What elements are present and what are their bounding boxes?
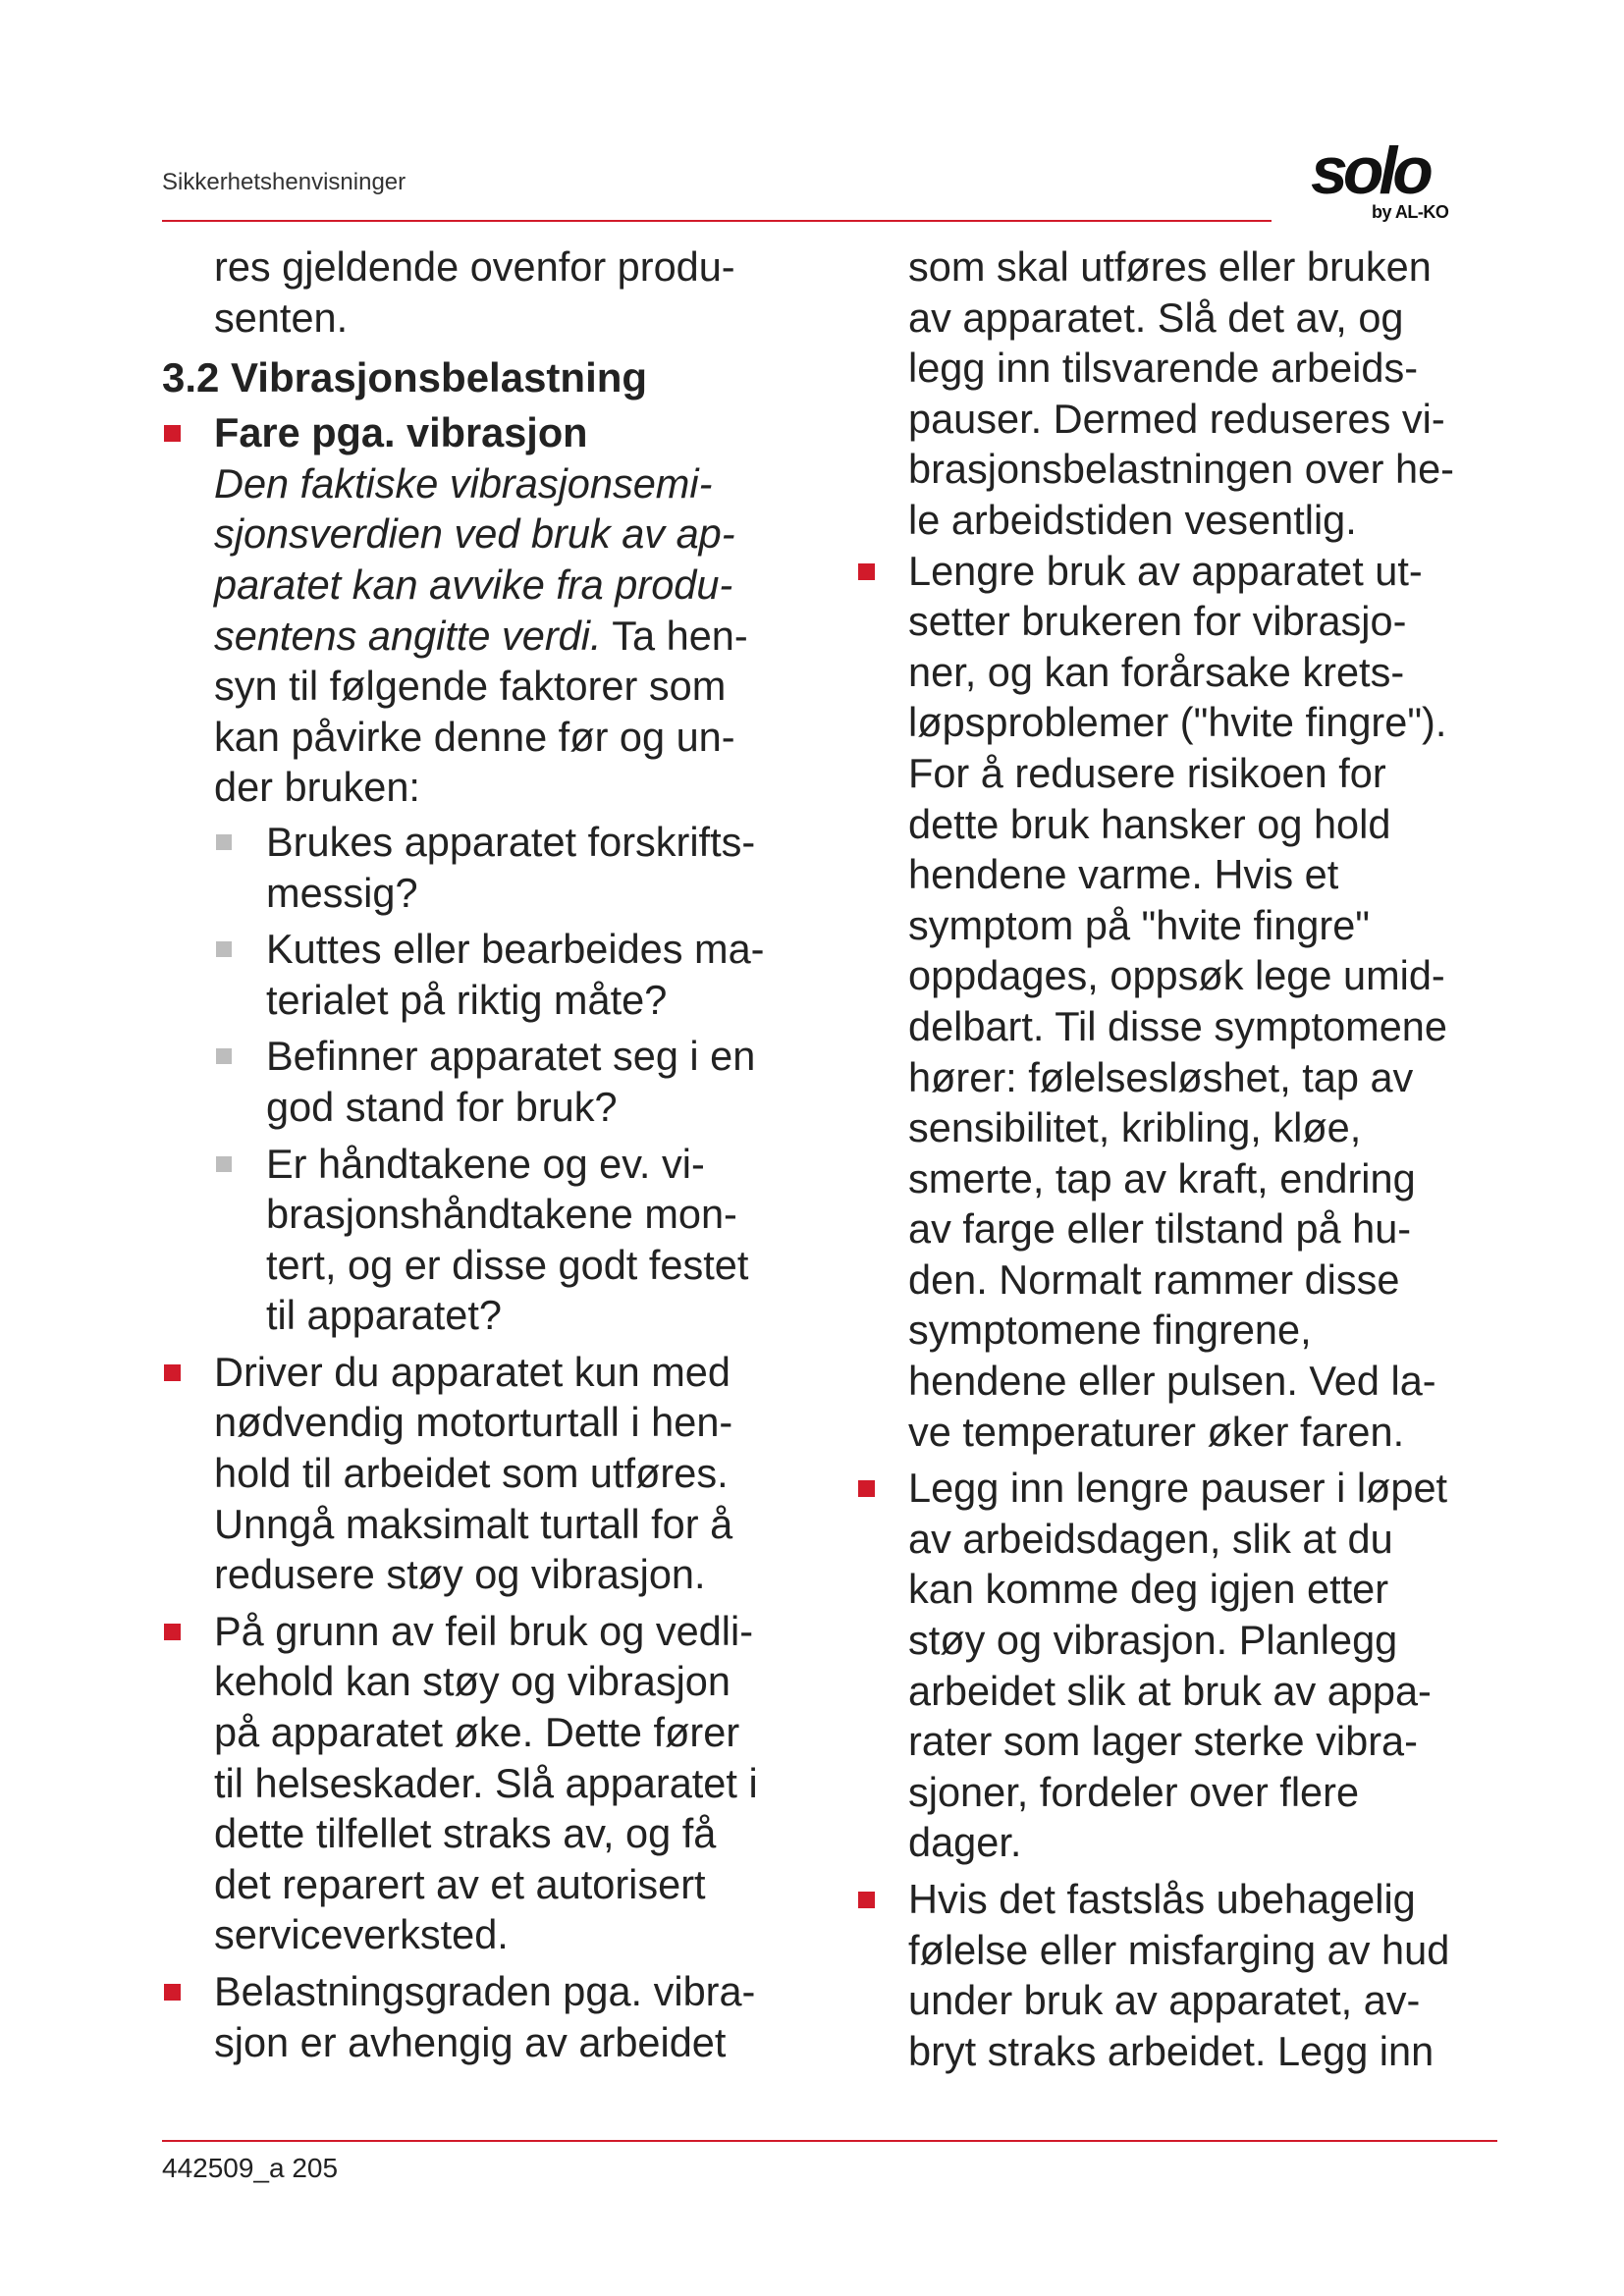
sub-item-text: Kuttes eller bearbeides ma- terialet på riktig måte?	[266, 926, 765, 1023]
header-title: Sikkerhetshenvisninger	[162, 169, 406, 195]
list-item	[162, 1966, 820, 2067]
list-item-text: Hvis det fastslås ubehagelig følelse eller misfarging av hud under bruk av apparatet, av- bryt straks arbeidet. Legg inn	[908, 1876, 1450, 2074]
red-square-bullet-icon	[164, 1984, 181, 2001]
list-item	[856, 1874, 1494, 2076]
brand-logo	[1311, 133, 1468, 236]
grey-square-bullet-icon	[216, 1048, 232, 1064]
list-item	[162, 1606, 820, 1960]
red-square-bullet-icon	[164, 1364, 181, 1381]
list-item-text: Driver du apparatet kun med nødvendig motorturtall i hen- hold til arbeidet som utføres. Unngå maksimalt turtall for å redusere støy og vibrasjon.	[214, 1348, 733, 1598]
list-item	[162, 407, 820, 1341]
list-item	[856, 546, 1494, 1458]
list-item-text: Legg inn lengre pauser i løpet av arbeidsdagen, slik at du kan komme deg igjen etter støy og vibrasjon. Planlegg arbeidet slik at bruk av appa- rater som lager sterke vibra- sjoner, fordeler over flere dager.	[908, 1465, 1448, 1866]
list-item	[162, 1347, 820, 1600]
footer-divider	[162, 2140, 1497, 2142]
logo-subtitle: by AL-KO	[1372, 202, 1449, 222]
section-heading: 3.2 Vibrasjonsbelastning	[162, 354, 648, 401]
header-divider	[162, 220, 1272, 222]
hazard-italic-text: Den faktiske vibrasjonsemi- sjonsverdien ved bruk av ap- paratet kan avvike fra produ- sentens angitte verdi.	[214, 459, 735, 659]
red-square-bullet-icon	[858, 1892, 875, 1908]
sub-list-item	[214, 1031, 820, 1132]
red-square-bullet-icon	[164, 425, 181, 442]
sub-item-text: Befinner apparatet seg i en god stand for bruk?	[266, 1033, 756, 1130]
right-column	[856, 241, 1494, 2082]
sub-item-text: Brukes apparatet forskrifts- messig?	[266, 818, 756, 916]
list-item-text: Lengre bruk av apparatet ut- setter brukeren for vibrasjo- ner, og kan forårsake krets- løpsproblemer ("hvite fingre"). For å redusere risikoen for dette bruk hansker og hold hendene varme. Hvis et symptom på "hvite fingre" oppdages, oppsøk lege umid- delbart. Til disse symptomene hører: følelsesløshet, tap av sensibilitet, kribling, kløe, smerte, tap av kraft, endring av farge eller tilstand på hu- den. Normalt rammer disse symptomene fingrene, hendene eller pulsen. Ved la- ve temperaturer øker faren.	[908, 547, 1447, 1455]
continuation-text: som skal utføres eller bruken av apparatet. Slå det av, og legg inn tilsvarende arbeids- pauser. Dermed reduseres vi- brasjonsbelastningen over he- le arbeidstiden vesentlig.	[908, 243, 1454, 543]
red-square-bullet-icon	[858, 1480, 875, 1497]
left-column	[162, 241, 820, 2073]
continuation-text: res gjeldende ovenfor produ- senten.	[214, 243, 735, 341]
sub-list-item	[214, 817, 820, 918]
red-square-bullet-icon	[858, 563, 875, 580]
hazard-text: Ta hen- syn til følgende faktorer som kan påvirke denne før og un- der bruken:	[214, 612, 748, 811]
list-item-text: Belastningsgraden pga. vibra- sjon er avhengig av arbeidet	[214, 1968, 756, 2065]
list-item	[856, 1463, 1494, 1868]
list-item-text: På grunn av feil bruk og vedli- kehold kan støy og vibrasjon på apparatet øke. Dette fører til helseskader. Slå apparatet i dette tilfellet straks av, og få det reparert av et autorisert serviceverksted.	[214, 1607, 758, 1958]
logo-wordmark: solo	[1311, 133, 1429, 208]
sub-list-item	[214, 924, 820, 1025]
factor-list	[214, 817, 820, 1341]
sub-item-text: Er håndtakene og ev. vi- brasjonshåndtakene mon- tert, og er disse godt festet til apparatet?	[266, 1140, 749, 1339]
red-square-bullet-icon	[164, 1624, 181, 1640]
grey-square-bullet-icon	[216, 941, 232, 957]
grey-square-bullet-icon	[216, 834, 232, 850]
page-number: 442509_a 205	[162, 2153, 339, 2183]
grey-square-bullet-icon	[216, 1156, 232, 1172]
sub-list-item	[214, 1139, 820, 1341]
hazard-title: Fare pga. vibrasjon	[214, 409, 588, 456]
